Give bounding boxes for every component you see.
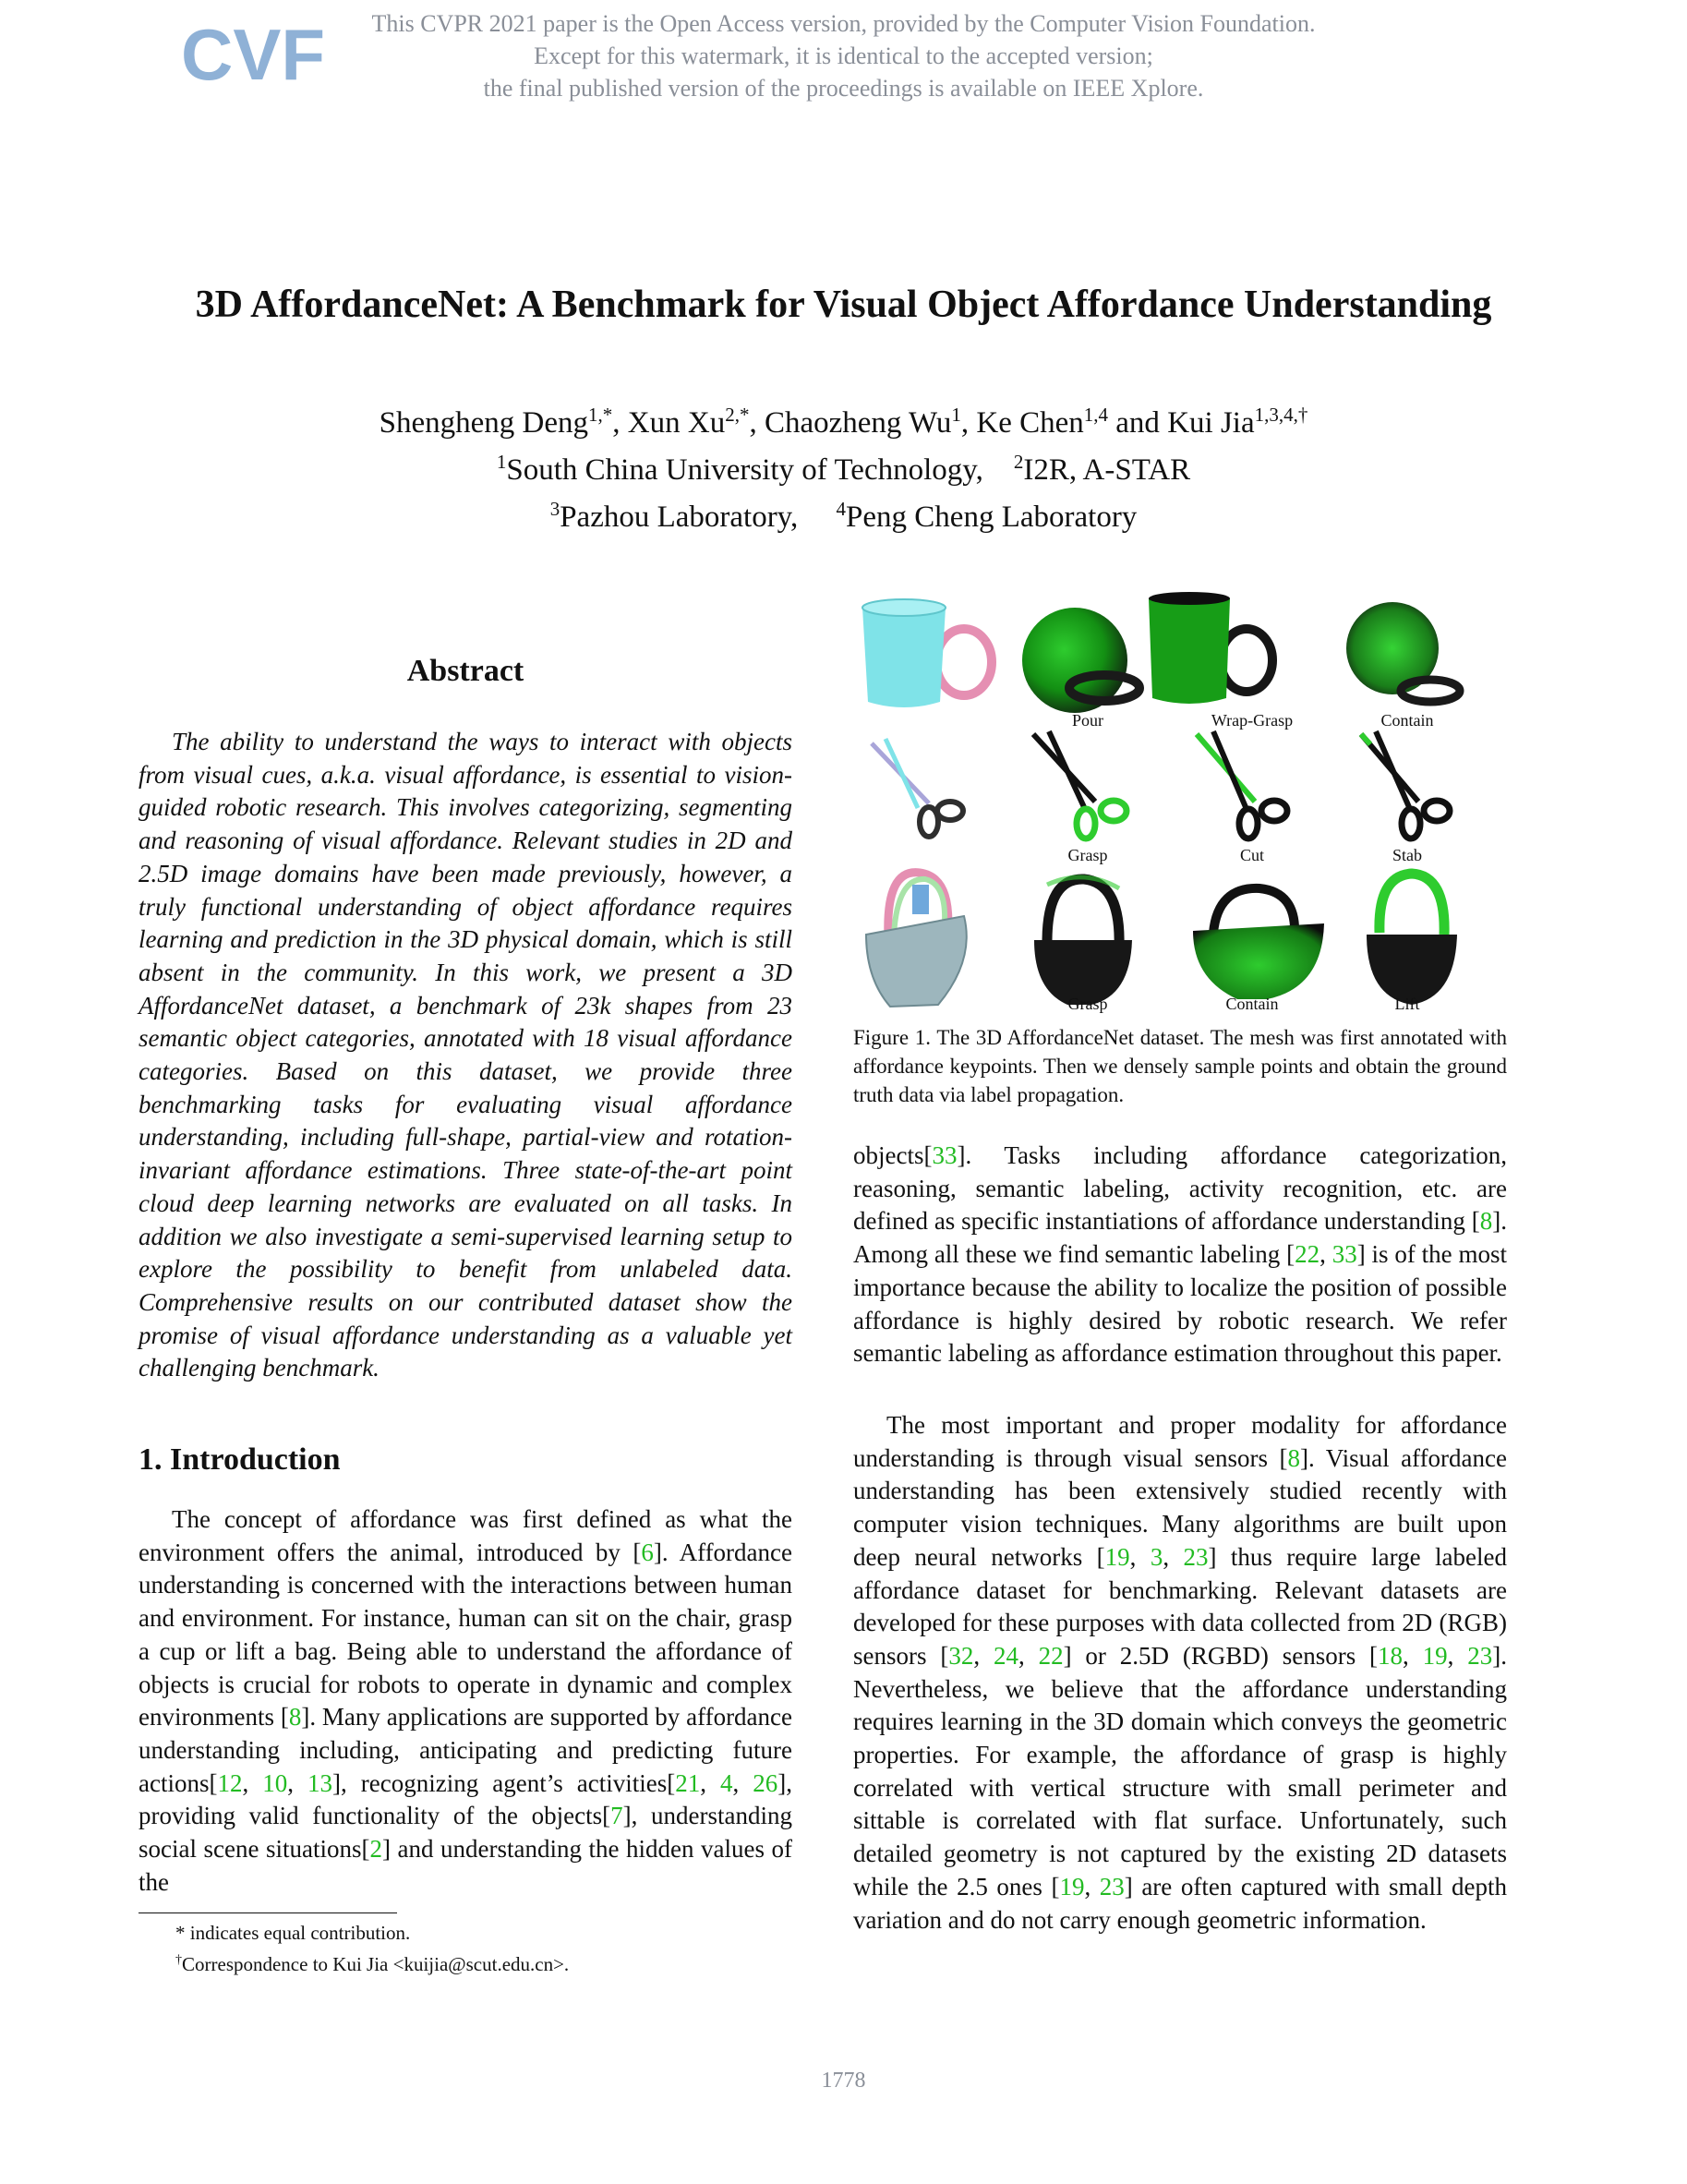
mug-mesh xyxy=(862,599,992,707)
citation-link[interactable]: 24 xyxy=(993,1641,1018,1670)
text-run: , xyxy=(242,1768,263,1797)
label-stab: Stab xyxy=(1392,846,1423,864)
citation-link[interactable]: 6 xyxy=(641,1538,654,1566)
paper-title: 3D AffordanceNet: A Benchmark for Visual Object Affordance Understanding xyxy=(195,284,1492,326)
intro-paragraph xyxy=(139,1503,792,1899)
text-run: ] thus require large labeled affordance dataset for benchmarking. Relevant datasets are developed for these purposes with data collected from 2D (RGB) sensors [ xyxy=(853,1542,1508,1670)
text-run: , xyxy=(1447,1641,1468,1670)
text-run: ]. Among all these we find semantic labeling [ xyxy=(853,1207,1507,1269)
text-run: The concept of affordance was first defined as what the environment offers the animal, introduced by [ xyxy=(139,1505,792,1566)
text-run: , xyxy=(973,1641,994,1670)
text-run: , xyxy=(1319,1240,1332,1269)
citation-link[interactable]: 33 xyxy=(1332,1240,1357,1269)
citation-link[interactable]: 13 xyxy=(307,1768,333,1797)
mug-contain-affordance xyxy=(1346,602,1460,702)
text-run: ] is of the most importance because the ability to localize the position of possible affordance is highly desired by robotic research. We refer semantic labeling as affordance estimation throughout this paper. xyxy=(853,1240,1507,1368)
citation-link[interactable]: 22 xyxy=(1038,1641,1064,1670)
text-run: ], understanding social scene situations[ xyxy=(139,1802,792,1864)
figure-1-caption: Figure 1. The 3D AffordanceNet dataset. The mesh was first annotated with affordance keypoints. Then we densely sample points and obtain the ground truth data via label propagation. xyxy=(853,1026,1507,1106)
citation-link[interactable]: 3 xyxy=(1150,1542,1163,1571)
text-run: , xyxy=(732,1768,753,1797)
bag-lift-affordance xyxy=(1367,874,1457,1005)
text-run: ]. Nevertheless, we believe that the affordance understanding requires learning in the 3D domain which conveys the geometric properties. For example, the affordance of grasp is highly correlated with vertical structure with small perimeter and sittable is correlated with flat surface. Unfortunately, such detailed geometry is not captured by the existing 2D datasets while the 2.5 ones [ xyxy=(853,1641,1508,1900)
citation-link[interactable]: 23 xyxy=(1099,1872,1125,1900)
footnotes xyxy=(139,1919,792,1978)
section-heading-introduction: 1. Introduction xyxy=(139,1442,341,1477)
text-run: , xyxy=(1018,1641,1039,1670)
text-run: ], recognizing agent’s activities[ xyxy=(332,1768,676,1797)
text-run: ], providing valid functionality of the objects[ xyxy=(139,1768,793,1830)
text-run: ]. Tasks including affordance categorization, reasoning, semantic labeling, activity recognition, etc. are defined as specific instantiations of affordance understanding [ xyxy=(853,1141,1507,1236)
text-run: ]. Many applications are supported by affordance understanding including, anticipating and predicting future actions[ xyxy=(139,1703,793,1797)
right-column-paragraph-2 xyxy=(853,1409,1507,1937)
citation-link[interactable]: 19 xyxy=(1059,1872,1085,1900)
label-wrap-grasp: Wrap-Grasp xyxy=(1211,711,1294,730)
bag-contain-affordance xyxy=(1193,888,1324,999)
watermark-line-2: Except for this watermark, it is identical to the accepted version; xyxy=(534,42,1153,69)
citation-link[interactable]: 10 xyxy=(262,1768,288,1797)
citation-link[interactable]: 8 xyxy=(1479,1207,1493,1236)
watermark-line-3: the final published version of the proceedings is available on IEEE Xplore. xyxy=(483,75,1204,102)
author-block xyxy=(0,395,1687,537)
citation-link[interactable]: 33 xyxy=(932,1141,958,1169)
footnote-correspondence: †Correspondence to Kui Jia <kuijia@scut.edu.cn>. xyxy=(175,1953,570,1975)
bag-mesh xyxy=(866,873,967,1007)
scissors-stab-affordance xyxy=(1361,731,1450,839)
text-run: , xyxy=(1163,1542,1184,1571)
citation-link[interactable]: 2 xyxy=(369,1835,382,1864)
author-names: Shengheng Deng$^{1,*}$, Xun $Xu^{2,*}$, Chaozheng Wu$^1$, Ke Chen$^{1,4}$ and Kui Jia$^{1,3,4,\dagger}$ xyxy=(379,404,1308,440)
scissors-mesh xyxy=(872,739,963,837)
citation-link[interactable]: 12 xyxy=(217,1768,243,1797)
citation-link[interactable]: 8 xyxy=(288,1703,302,1732)
citation-link[interactable]: 7 xyxy=(610,1802,623,1830)
watermark xyxy=(0,7,1687,104)
right-column-paragraph-1 xyxy=(853,1140,1507,1370)
footnote-equal-contribution: * indicates equal contribution. xyxy=(175,1922,411,1944)
mug-pour-affordance xyxy=(1022,608,1139,713)
text-run: , xyxy=(1084,1872,1100,1900)
label-cut: Cut xyxy=(1239,846,1265,864)
figure-1 xyxy=(853,591,1518,1016)
text-run: , xyxy=(700,1768,721,1797)
text-run: ]. Affordance understanding is concerned with the interactions between human and environment. For instance, human can sit on the chair, grasp a cup or lift a bag. Being able to understand the affordance of objects is crucial for robots to operate in dynamic and complex environments [ xyxy=(139,1538,793,1732)
citation-link[interactable]: 18 xyxy=(1378,1641,1404,1670)
text-run: The most important and proper modality for affordance understanding is through visual sensors [ xyxy=(853,1411,1507,1472)
citation-link[interactable]: 23 xyxy=(1183,1542,1209,1571)
mug-wrap-grasp-affordance xyxy=(1149,592,1272,704)
citation-link[interactable]: 22 xyxy=(1295,1240,1320,1269)
citation-link[interactable]: 32 xyxy=(948,1641,974,1670)
abstract-heading: Abstract xyxy=(406,654,524,688)
watermark-line-1: This CVPR 2021 paper is the Open Access version, provided by the Computer Vision Foundation. xyxy=(371,10,1316,37)
citation-link[interactable]: 23 xyxy=(1467,1641,1493,1670)
text-run: ] or 2.5D (RGBD) sensors [ xyxy=(1063,1641,1379,1670)
scissors-grasp-affordance xyxy=(1033,731,1127,839)
label-contain-bag: Contain xyxy=(1225,995,1279,1013)
label-pour: Pour xyxy=(1071,711,1104,730)
text-run: ] and understanding the hidden values of the xyxy=(139,1835,792,1896)
text-run: , xyxy=(1403,1641,1423,1670)
label-grasp-bag: Grasp xyxy=(1067,995,1108,1013)
citation-link[interactable]: 19 xyxy=(1422,1641,1448,1670)
text-run: objects[ xyxy=(853,1141,933,1169)
label-lift: Lift xyxy=(1394,995,1420,1013)
text-run: ]. Visual affordance understanding has been extensively studied recently with computer vision techniques. Many algorithms are built upon deep neural networks [ xyxy=(853,1443,1507,1571)
cvf-logo-text: CVF xyxy=(181,14,325,95)
citation-link[interactable]: 8 xyxy=(1287,1443,1300,1472)
bag-grasp-affordance xyxy=(1034,877,1132,1005)
text-run: ] are often captured with small depth variation and do not carry enough geometric information. xyxy=(853,1872,1507,1934)
text-run: , xyxy=(1129,1542,1151,1571)
citation-link[interactable]: 26 xyxy=(753,1768,778,1797)
scissors-cut-affordance xyxy=(1197,731,1287,839)
affiliations-line-2: $^3$Pazhou Laboratory, $^4$Peng Cheng Laboratory xyxy=(549,498,1138,534)
abstract-text: The ability to understand the ways to interact with objects from visual cues, a.k.a. visual affordance, is essential to vision-guided robotic research. This involves categorizing, segmenting and reasoning of visual affordance. Relevant studies in 2D and 2.5D image domains have been made previously, however, a truly functional understanding of object affordance requires learning and prediction in the 3D physical domain, which is still absent in the community. In this work, we present a 3D AffordanceNet dataset, a benchmark of 23k shapes from 23 semantic object categories, annotated with 18 visual affordance categories. Based on this dataset, we provide three benchmarking tasks for evaluating visual affordance understanding, including full-shape, partial-view and rotation-invariant affordance estimations. Three state-of-the-art point cloud deep learning networks are evaluated on all tasks. In addition we also investigate a semi-supervised learning setup to explore the possibility to benefit from unlabeled data. Comprehensive results on our contributed dataset show the promise of visual affordance understanding as a valuable yet challenging benchmark. xyxy=(139,728,792,1382)
citation-link[interactable]: 4 xyxy=(720,1768,733,1797)
citation-link[interactable]: 19 xyxy=(1104,1542,1130,1571)
page-number: 1778 xyxy=(821,2069,866,2093)
label-contain-mug: Contain xyxy=(1380,711,1434,730)
affiliations-line-1: $^1$South China University of Technology, $^2$I2R, A-STAR xyxy=(496,451,1191,487)
text-run: , xyxy=(287,1768,308,1797)
citation-link[interactable]: 21 xyxy=(675,1768,701,1797)
label-grasp-scissors: Grasp xyxy=(1067,846,1108,864)
